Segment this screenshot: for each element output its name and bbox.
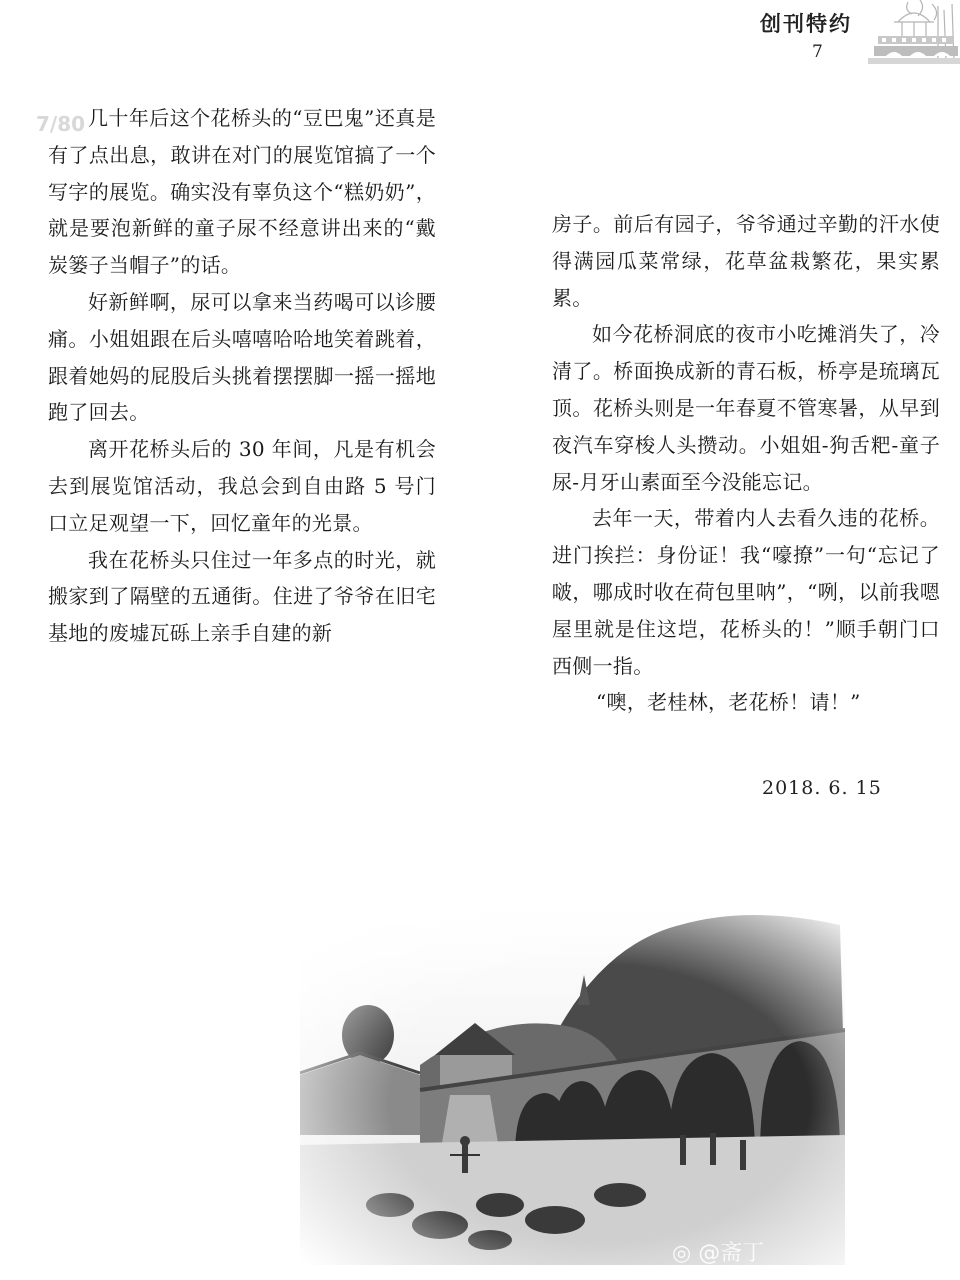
paragraph: 离开花桥头后的 30 年间，凡是有机会去到展览馆活动，我总会到自由路 5 号门口立足观望一下，回忆童年的光景。	[48, 437, 436, 535]
old-flower-bridge-photo-icon	[300, 905, 845, 1265]
paragraph: 房子。前后有园子，爷爷通过辛勤的汗水使得满园瓜菜常绿，花草盆栽繁花，果实累累。	[552, 212, 940, 310]
paragraph: 如今花桥洞底的夜市小吃摊消失了，冷清了。桥面换成新的青石板，桥亭是琉璃瓦顶。花桥头则是一年春夏不管寒暑，从早到夜汽车穿梭人头攒动。小姐姐-狗舌粑-童子尿-月牙山素面至今没能忘记。	[552, 322, 940, 494]
weibo-watermark	[672, 1236, 764, 1267]
paragraph: 去年一天，带着内人去看久违的花桥。进门挨拦：身份证！我“嚎撩”一句“忘记了啵，哪成时收在荷包里呐”，“咧，以前我嗯屋里就是住这垲，花桥头的！”顺手朝门口西侧一指。	[552, 506, 940, 678]
paragraph: 我在花桥头只住过一年多点的时光，就搬家到了隔壁的五通街。住进了爷爷在旧宅基地的废墟瓦砾上亲手自建的新	[48, 547, 436, 646]
weibo-handle: @斋丁	[698, 1241, 765, 1266]
page-counter-watermark: 7/80	[36, 112, 86, 136]
article-date: 2018. 6. 15	[762, 777, 882, 799]
right-text-column	[552, 206, 940, 721]
bridge-pavilion-icon	[868, 0, 960, 72]
paragraph: 几十年后这个花桥头的“豆巴鬼”还真是有了点出息，敢讲在对门的展览馆搞了一个写字的展览。确实没有辜负这个“糕奶奶”，就是要泡新鲜的童子尿不经意讲出来的“戴炭篓子当帽子”的话。	[48, 106, 436, 278]
paragraph: 好新鲜啊，尿可以拿来当药喝可以诊腰痛。小姐姐跟在后头嘻嘻哈哈地笑着跳着，跟着她妈的屁股后头挑着摆摆脚一摇一摇地跑了回去。	[48, 289, 436, 425]
weibo-logo-icon: ◎	[672, 1241, 699, 1266]
left-text-column	[48, 100, 436, 652]
page-number: 7	[812, 42, 823, 62]
paragraph: “噢，老桂林，老花桥！请！”	[596, 690, 861, 715]
section-title: 创刊特约	[760, 12, 852, 36]
